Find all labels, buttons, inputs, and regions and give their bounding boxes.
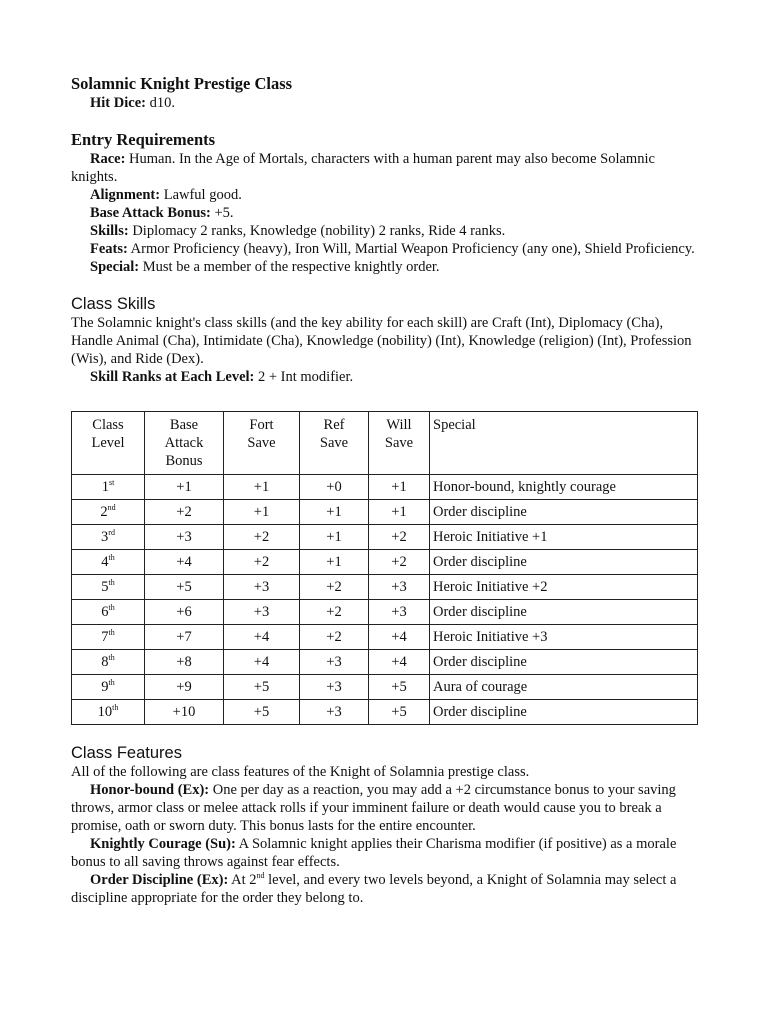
- bab-line: Base Attack Bonus: +5.: [90, 205, 234, 221]
- fort-cell: +5: [224, 675, 300, 700]
- bab-cell: +1: [145, 475, 224, 500]
- will-cell: +5: [369, 675, 430, 700]
- level-cell: 5th: [72, 575, 145, 600]
- will-cell: +3: [369, 600, 430, 625]
- will-cell: +2: [369, 550, 430, 575]
- fort-cell: +3: [224, 575, 300, 600]
- special-cell: Heroic Initiative +1: [430, 525, 698, 550]
- ref-cell: +0: [300, 475, 369, 500]
- will-cell: +4: [369, 625, 430, 650]
- bab-cell: +4: [145, 550, 224, 575]
- special-cell: Heroic Initiative +3: [430, 625, 698, 650]
- bab-cell: +10: [145, 700, 224, 725]
- skills-line: Skills: Diplomacy 2 ranks, Knowledge (nobility) 2 ranks, Ride 4 ranks.: [90, 223, 506, 239]
- bab-cell: +6: [145, 600, 224, 625]
- will-cell: +1: [369, 475, 430, 500]
- col-header-special: Special: [430, 412, 698, 475]
- special-cell: Order discipline: [430, 550, 698, 575]
- col-header-ref: Ref Save: [300, 412, 369, 475]
- col-header-fort: Fort Save: [224, 412, 300, 475]
- fort-cell: +5: [224, 700, 300, 725]
- level-cell: 7th: [72, 625, 145, 650]
- order-discipline-paragraph: Order Discipline (Ex): At 2nd level, and every two levels beyond, a Knight of Solamnia may select a discipline appropriate for the order they belong to.: [71, 871, 677, 906]
- special-cell: Honor-bound, knightly courage: [430, 475, 698, 500]
- level-cell: 10th: [72, 700, 145, 725]
- class-features-intro: All of the following are class features of the Knight of Solamnia prestige class.: [71, 764, 530, 780]
- table-row: [72, 575, 698, 600]
- ref-cell: +2: [300, 600, 369, 625]
- special-line: Special: Must be a member of the respective knightly order.: [90, 259, 440, 275]
- bab-cell: +8: [145, 650, 224, 675]
- level-cell: 6th: [72, 600, 145, 625]
- fort-cell: +4: [224, 625, 300, 650]
- bab-cell: +7: [145, 625, 224, 650]
- class-skills-heading: Class Skills: [71, 295, 156, 313]
- table-row: [72, 625, 698, 650]
- table-row: [72, 475, 698, 500]
- level-cell: 3rd: [72, 525, 145, 550]
- col-header-will: Will Save: [369, 412, 430, 475]
- table-row: [72, 550, 698, 575]
- ref-cell: +3: [300, 675, 369, 700]
- skill-ranks-line: Skill Ranks at Each Level: 2 + Int modifier.: [90, 369, 354, 385]
- document-page: [71, 74, 701, 907]
- col-header-level: Class Level: [72, 412, 145, 475]
- alignment-line: Alignment: Lawful good.: [90, 187, 242, 203]
- entry-requirements-heading: Entry Requirements: [71, 130, 216, 149]
- fort-cell: +1: [224, 500, 300, 525]
- ref-cell: +3: [300, 700, 369, 725]
- level-cell: 4th: [72, 550, 145, 575]
- level-cell: 2nd: [72, 500, 145, 525]
- honor-bound-paragraph: Honor-bound (Ex): One per day as a reaction, you may add a +2 circumstance bonus to your saving throws, armor class or melee attack rolls if your imminent failure or death would cause you to break a promise, oath or sworn duty. This bonus lasts for the entire encounter.: [71, 782, 676, 834]
- ref-cell: +1: [300, 525, 369, 550]
- hit-dice-line: Hit Dice: d10.: [90, 95, 175, 111]
- ref-cell: +1: [300, 550, 369, 575]
- special-cell: Order discipline: [430, 600, 698, 625]
- class-skills-text: The Solamnic knight's class skills (and the key ability for each skill) are Craft (Int), Diplomacy (Cha), Handle Animal (Cha), Intimidate (Cha), Knowledge (nobility) (Int), Knowledge (religion) (Int), Profession (Wis), and Ride (Dex).: [71, 315, 692, 367]
- bab-cell: +5: [145, 575, 224, 600]
- ref-cell: +2: [300, 625, 369, 650]
- bab-cell: +3: [145, 525, 224, 550]
- table-row: [72, 600, 698, 625]
- bab-cell: +9: [145, 675, 224, 700]
- page-title: Solamnic Knight Prestige Class: [71, 74, 293, 93]
- special-cell: Aura of courage: [430, 675, 698, 700]
- knightly-courage-paragraph: Knightly Courage (Su): A Solamnic knight applies their Charisma modifier (if positive) as a morale bonus to all saving throws against fear effects.: [71, 836, 677, 870]
- fort-cell: +4: [224, 650, 300, 675]
- feats-line: Feats: Armor Proficiency (heavy), Iron Will, Martial Weapon Proficiency (any one), Shield Proficiency.: [90, 241, 695, 257]
- table-row: [72, 500, 698, 525]
- fort-cell: +1: [224, 475, 300, 500]
- fort-cell: +2: [224, 525, 300, 550]
- ref-cell: +2: [300, 575, 369, 600]
- col-header-bab: Base Attack Bonus: [145, 412, 224, 475]
- will-cell: +2: [369, 525, 430, 550]
- will-cell: +3: [369, 575, 430, 600]
- will-cell: +5: [369, 700, 430, 725]
- bab-cell: +2: [145, 500, 224, 525]
- special-cell: Order discipline: [430, 700, 698, 725]
- level-cell: 8th: [72, 650, 145, 675]
- table-header-row: [72, 412, 698, 475]
- table-row: [72, 525, 698, 550]
- table-row: [72, 650, 698, 675]
- special-cell: Order discipline: [430, 500, 698, 525]
- ref-cell: +1: [300, 500, 369, 525]
- fort-cell: +3: [224, 600, 300, 625]
- class-table: [71, 411, 698, 725]
- special-cell: Order discipline: [430, 650, 698, 675]
- table-row: [72, 675, 698, 700]
- special-cell: Heroic Initiative +2: [430, 575, 698, 600]
- will-cell: +1: [369, 500, 430, 525]
- ref-cell: +3: [300, 650, 369, 675]
- level-cell: 1st: [72, 475, 145, 500]
- table-row: [72, 700, 698, 725]
- race-line: Race: Human. In the Age of Mortals, characters with a human parent may also become Solamnic knights.: [71, 151, 655, 185]
- fort-cell: +2: [224, 550, 300, 575]
- will-cell: +4: [369, 650, 430, 675]
- level-cell: 9th: [72, 675, 145, 700]
- class-features-heading: Class Features: [71, 744, 182, 762]
